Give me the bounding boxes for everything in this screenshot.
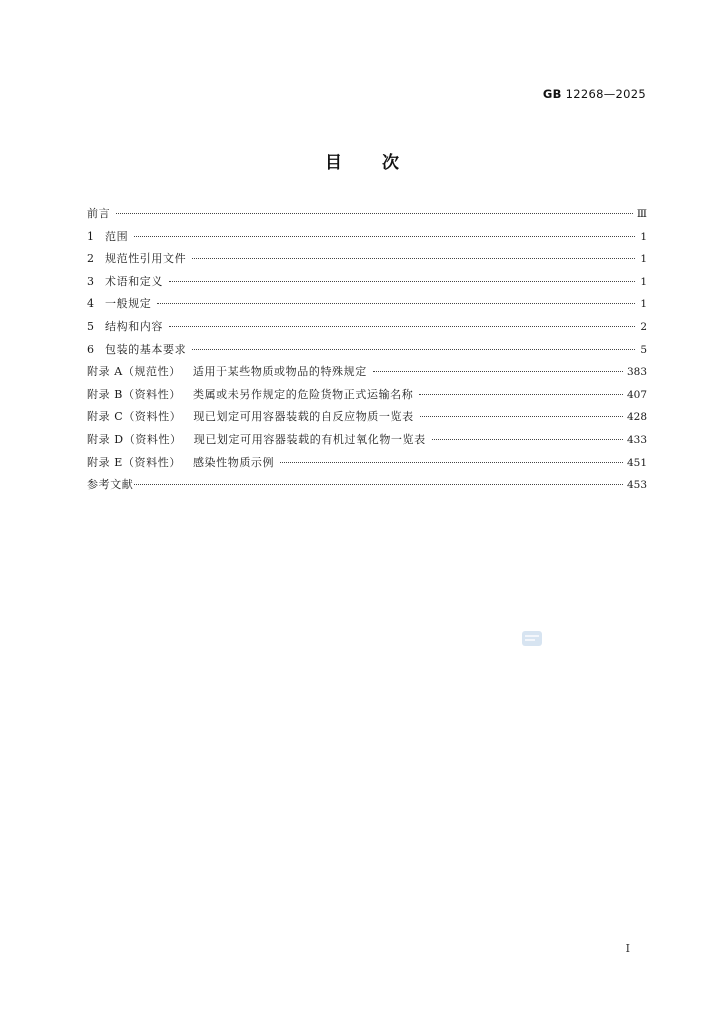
toc-item-scope[interactable] [87, 228, 647, 251]
toc-item-packaging-requirements[interactable] [87, 341, 647, 364]
toc-item-label: 规范性引用文件 [105, 252, 187, 266]
leader-dots [134, 484, 623, 485]
annex-title: 现已划定可用容器装载的自反应物质一览表 [193, 410, 414, 424]
toc-item-terms[interactable] [87, 273, 647, 296]
toc-item-preface[interactable] [87, 205, 647, 228]
leader-dots [419, 394, 623, 395]
leader-dots [192, 258, 635, 259]
toc-item-annex-e[interactable] [87, 454, 647, 477]
annex-title: 适用于某些物质或物品的特殊规定 [192, 365, 367, 379]
leader-dots [116, 213, 633, 214]
toc-item-structure[interactable] [87, 318, 647, 341]
toc-item-page: Ⅲ [636, 208, 647, 220]
toc-item-label: 参考文献 [87, 478, 134, 492]
toc-item-annex-a[interactable] [87, 363, 647, 386]
leader-dots [373, 371, 623, 372]
toc-item-normative-references[interactable] [87, 250, 647, 273]
standard-code [543, 87, 646, 101]
toc-item-annex-d[interactable] [87, 431, 647, 454]
toc-item-annex-c[interactable] [87, 408, 647, 431]
annex-title: 感染性物质示例 [192, 455, 275, 469]
toc-item-number: 6 [87, 342, 94, 356]
toc-item-number: 3 [87, 274, 94, 288]
standard-number: 12268—2025 [565, 87, 646, 101]
toc-item-page: 451 [626, 456, 647, 469]
toc-item-page: 2 [640, 320, 647, 333]
leader-dots [169, 281, 635, 282]
footer-page-number: I [625, 942, 630, 955]
toc-item-page: 383 [626, 366, 647, 379]
leader-dots [280, 462, 623, 463]
annex-title: 现已划定可用容器装载的有机过氧化物一览表 [193, 432, 426, 446]
toc-item-label: 范围 [105, 229, 129, 243]
toc-item-label [87, 454, 274, 470]
toc-item-label [87, 386, 413, 402]
annex-category: 附录 E（资料性） [87, 455, 181, 469]
leader-dots [432, 439, 623, 440]
leader-dots [420, 416, 623, 417]
toc-item-label: 前言 [87, 207, 111, 220]
toc-item-label: 一般规定 [105, 297, 152, 311]
toc-title: 目次 [325, 153, 439, 173]
standard-prefix: GB [542, 87, 562, 101]
toc-item-page: 433 [626, 433, 647, 446]
toc-item-page: 1 [640, 298, 647, 311]
toc-item-number: 5 [87, 319, 94, 333]
toc-item-number: 4 [87, 297, 94, 311]
leader-dots [134, 236, 635, 237]
toc-item-page: 1 [640, 230, 647, 243]
annex-title: 类属或未另作规定的危险货物正式运输名称 [192, 387, 414, 401]
toc-item-page: 407 [626, 388, 647, 401]
toc-item-number: 2 [87, 252, 94, 266]
toc-item-page: 453 [626, 479, 647, 492]
annex-category: 附录 C（资料性） [87, 410, 182, 424]
toc-item-label [87, 431, 426, 447]
toc-item-annex-b[interactable] [87, 386, 647, 409]
leader-dots [192, 349, 635, 350]
annex-category: 附录 A（规范性） [87, 365, 181, 379]
toc-item-label: 包装的基本要求 [105, 342, 187, 356]
toc-item-bibliography[interactable] [87, 476, 647, 499]
toc-item-label [87, 408, 414, 424]
toc-item-number: 1 [87, 229, 94, 243]
toc-item-page: 1 [640, 253, 647, 266]
toc-item-page: 428 [626, 411, 647, 424]
toc-item-label: 术语和定义 [105, 274, 163, 288]
toc-item-page: 1 [640, 275, 647, 288]
toc-item-label: 结构和内容 [105, 319, 163, 333]
stamp-icon [522, 631, 542, 646]
annex-category: 附录 D（资料性） [87, 432, 182, 446]
leader-dots [157, 303, 635, 304]
toc-item-label [87, 363, 367, 379]
toc-item-page: 5 [640, 343, 647, 356]
annex-category: 附录 B（资料性） [87, 387, 181, 401]
leader-dots [169, 326, 635, 327]
toc-item-general-provisions[interactable] [87, 295, 647, 318]
toc-list [87, 205, 647, 499]
